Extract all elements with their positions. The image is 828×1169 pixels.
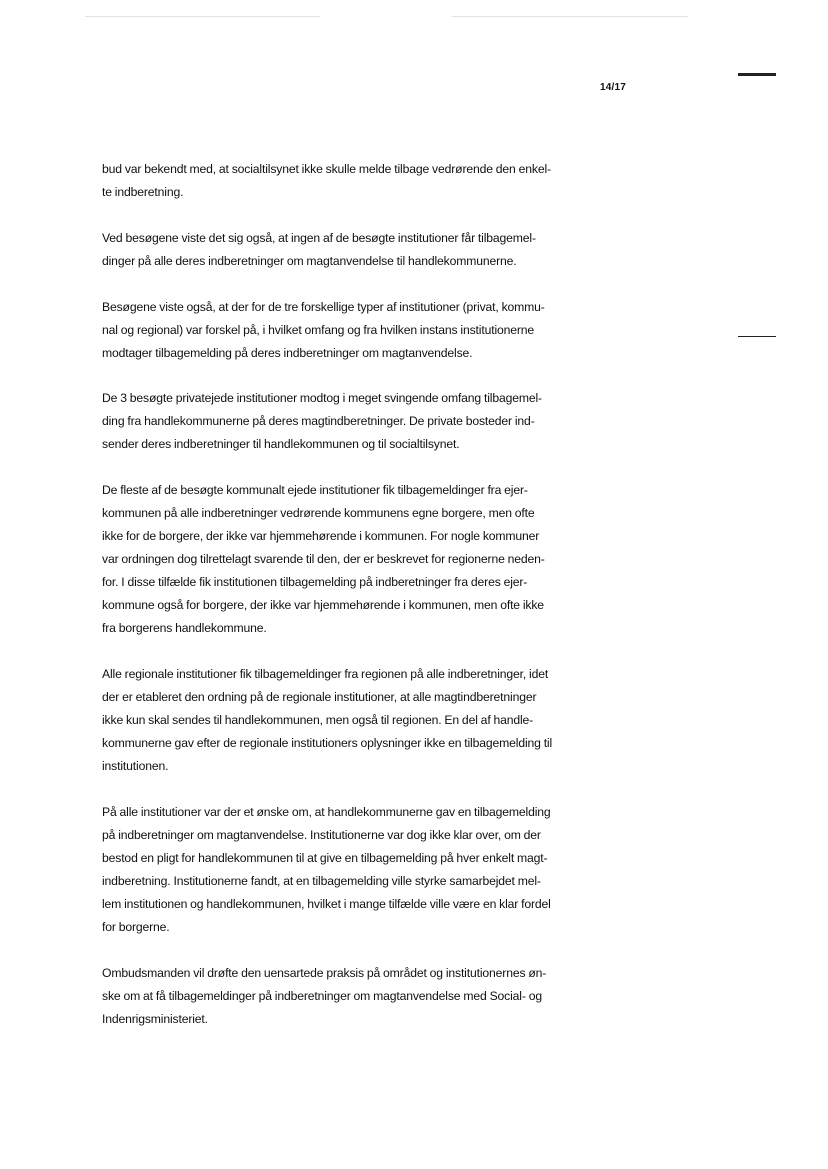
text-line: På alle institutioner var der et ønske om, at handlekommunerne gav en tilbagemelding — [102, 805, 551, 819]
text-line: dinger på alle deres indberetninger om magtanvendelse til handlekommunerne. — [102, 254, 517, 268]
paragraph — [102, 962, 612, 1031]
text-line: ikke for de borgere, der ikke var hjemmehørende i kommunen. For nogle kommuner — [102, 529, 540, 543]
scan-artifact-right — [452, 16, 688, 17]
text-line: sender deres indberetninger til handlekommunen og til socialtilsynet. — [102, 437, 460, 451]
text-line: institutionen. — [102, 759, 169, 773]
text-line: modtager tilbagemelding på deres indberetninger om magtanvendelse. — [102, 346, 473, 360]
paragraph — [102, 158, 612, 204]
paragraph — [102, 387, 612, 456]
text-line: indberetning. Institutionerne fandt, at en tilbagemelding ville styrke samarbejdet mel- — [102, 874, 541, 888]
text-line: De fleste af de besøgte kommunalt ejede institutioner fik tilbagemeldinger fra ejer- — [102, 483, 528, 497]
text-line: ske om at få tilbagemeldinger på indberetninger om magtanvendelse med Social- og — [102, 989, 542, 1003]
page-number: 14/17 — [600, 82, 627, 93]
text-line: te indberetning. — [102, 185, 184, 199]
paragraph — [102, 227, 612, 273]
text-line: Ved besøgene viste det sig også, at ingen af de besøgte institutioner får tilbagemel- — [102, 231, 536, 245]
document-body — [102, 158, 612, 1055]
text-line: bestod en pligt for handlekommunen til at give en tilbagemelding på hver enkelt magt- — [102, 851, 548, 865]
text-line: på indberetninger om magtanvendelse. Institutionerne var dog ikke klar over, om der — [102, 828, 541, 842]
text-line: lem institutionen og handlekommunen, hvilket i mange tilfælde ville være en klar fordel — [102, 897, 551, 911]
margin-mark-top — [738, 73, 776, 76]
text-line: Besøgene viste også, at der for de tre forskellige typer af institutioner (privat, kommu- — [102, 300, 545, 314]
text-line: der er etableret den ordning på de regionale institutioner, at alle magtindberetninger — [102, 690, 537, 704]
text-line: kommune også for borgere, der ikke var hjemmehørende i kommunen, men ofte ikke — [102, 598, 544, 612]
text-line: De 3 besøgte privatejede institutioner modtog i meget svingende omfang tilbagemel- — [102, 391, 542, 405]
paragraph — [102, 663, 612, 778]
margin-mark-middle — [738, 336, 776, 337]
scan-artifact-left — [85, 16, 320, 17]
text-line: nal og regional) var forskel på, i hvilket omfang og fra hvilken instans institutionerne — [102, 323, 535, 337]
text-line: var ordningen dog tilrettelagt svarende til den, der er beskrevet for regionerne neden- — [102, 552, 545, 566]
text-line: ikke kun skal sendes til handlekommunen, men også til regionen. En del af handle- — [102, 713, 534, 727]
text-line: ding fra handlekommunerne på deres magtindberetninger. De private bosteder ind- — [102, 414, 535, 428]
paragraph — [102, 479, 612, 640]
text-line: bud var bekendt med, at socialtilsynet ikke skulle melde tilbage vedrørende den enkel- — [102, 162, 551, 176]
text-line: kommunen på alle indberetninger vedrørende kommunens egne borgere, men ofte — [102, 506, 535, 520]
paragraph — [102, 801, 612, 939]
text-line: for borgerne. — [102, 920, 170, 934]
text-line: for. I disse tilfælde fik institutionen tilbagemelding på indberetninger fra deres ejer- — [102, 575, 528, 589]
text-line: Indenrigsministeriet. — [102, 1012, 208, 1026]
text-line: kommunerne gav efter de regionale institutioners oplysninger ikke en tilbagemelding til — [102, 736, 553, 750]
paragraph — [102, 296, 612, 365]
text-line: Alle regionale institutioner fik tilbagemeldinger fra regionen på alle indberetninger, idet — [102, 667, 549, 681]
text-line: Ombudsmanden vil drøfte den uensartede praksis på området og institutionernes øn- — [102, 966, 547, 980]
text-line: fra borgerens handlekommune. — [102, 621, 267, 635]
